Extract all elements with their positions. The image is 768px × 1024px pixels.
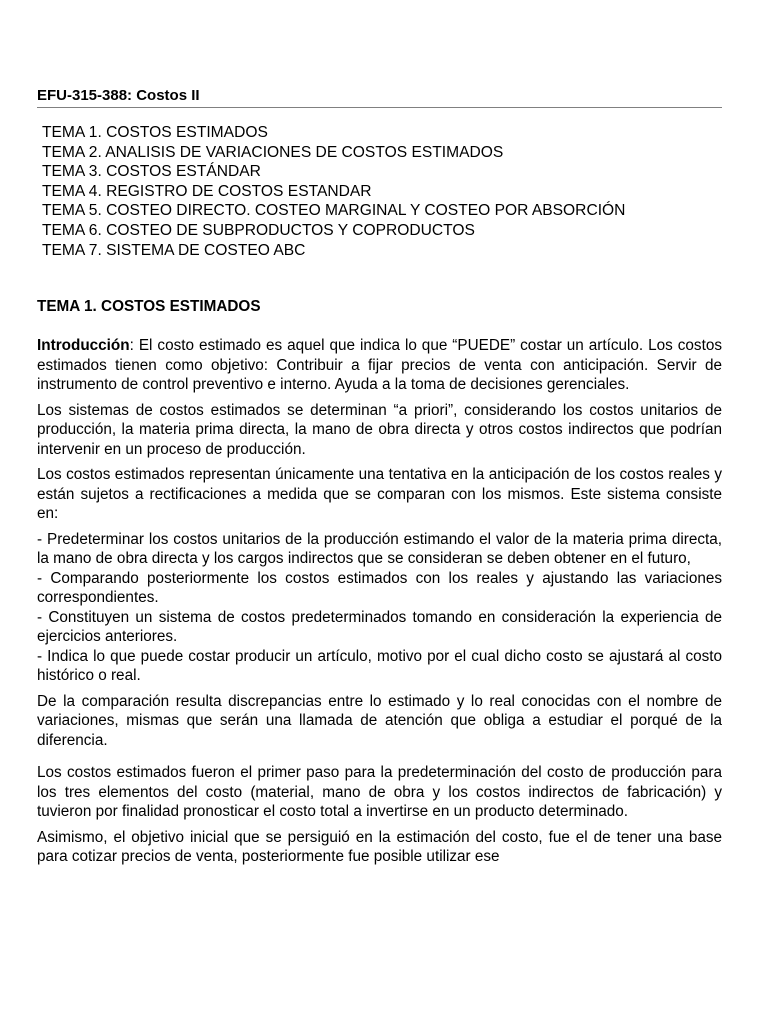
toc-item-tema-5: TEMA 5. COSTEO DIRECTO. COSTEO MARGINAL Y COSTEO POR ABSORCIÓN: [42, 202, 626, 220]
paragraph: Los costos estimados fueron el primer paso para la predeterminación del costo de producción para los tres elementos del costo (material, mano de obra y los costos indirectos de fabricación) y tuvieron por finalidad pronosticar el costo total a invertirse en un producto determinado.: [37, 764, 722, 821]
intro-lead: Introducción: [37, 337, 130, 355]
document-page: [37, 86, 722, 873]
toc-item-tema-3: TEMA 3. COSTOS ESTÁNDAR: [42, 163, 261, 181]
toc-item-tema-1: TEMA 1. COSTOS ESTIMADOS: [42, 124, 268, 141]
section-title: TEMA 1. COSTOS ESTIMADOS: [37, 298, 261, 316]
toc-item-tema-6: TEMA 6. COSTEO DE SUBPRODUCTOS Y COPRODUCTOS: [42, 221, 475, 239]
bullet-item: - Constituyen un sistema de costos predeterminados tomando en consideración la experiencia de ejercicios anteriores.: [37, 608, 722, 646]
bullet-item: - Comparando posteriormente los costos estimados con los reales y ajustando las variaciones correspondientes.: [37, 569, 722, 607]
paragraph: Asimismo, el objetivo inicial que se persiguió en la estimación del costo, fue el de tener una base para cotizar precios de venta, posteriormente fue posible utilizar ese: [37, 828, 722, 866]
intro-paragraph: [37, 336, 722, 395]
paragraph: Los sistemas de costos estimados se determinan “a priori”, considerando los costos unitarios de producción, la materia prima directa, la mano de obra directa y otros costos indirectos que podrían intervenir en un proceso de producción.: [37, 401, 722, 458]
intro-text: : El costo estimado es aquel que indica lo que “PUEDE” costar un artículo. Los costos estimados tienen como objetivo: Contribuir a fijar precios de venta con anticipación. Servir de instrumento de control preventivo e interno. Ayuda a la toma de decisiones gerenciales.: [37, 337, 722, 394]
bullet-item: - Predeterminar los costos unitarios de la producción estimando el valor de la materia prima directa, la mano de obra directa y los cargos indirectos que se consideran se deben obtener en el futuro,: [37, 530, 722, 568]
toc-item-tema-4: TEMA 4. REGISTRO DE COSTOS ESTANDAR: [42, 182, 372, 200]
toc-item-tema-2: TEMA 2. ANALISIS DE VARIACIONES DE COSTOS ESTIMADOS: [42, 143, 504, 161]
paragraph: De la comparación resulta discrepancias entre lo estimado y lo real conocidas con el nombre de variaciones, mismas que serán una llamada de atención que obliga a estudiar el porqué de la diferencia.: [37, 692, 722, 749]
toc-item-tema-7: TEMA 7. SISTEMA DE COSTEO ABC: [42, 241, 306, 259]
bullet-list: [37, 530, 722, 686]
table-of-contents: [37, 123, 722, 260]
bullet-item: - Indica lo que puede costar producir un artículo, motivo por el cual dicho costo se ajustará al costo histórico o real.: [37, 647, 722, 685]
paragraph: Los costos estimados representan únicamente una tentativa en la anticipación de los costos reales y están sujetos a rectificaciones a medida que se comparan con los mismos. Este sistema consiste en:: [37, 466, 722, 523]
section-body: [37, 336, 722, 867]
document-header: EFU-315-388: Costos II: [37, 86, 722, 108]
